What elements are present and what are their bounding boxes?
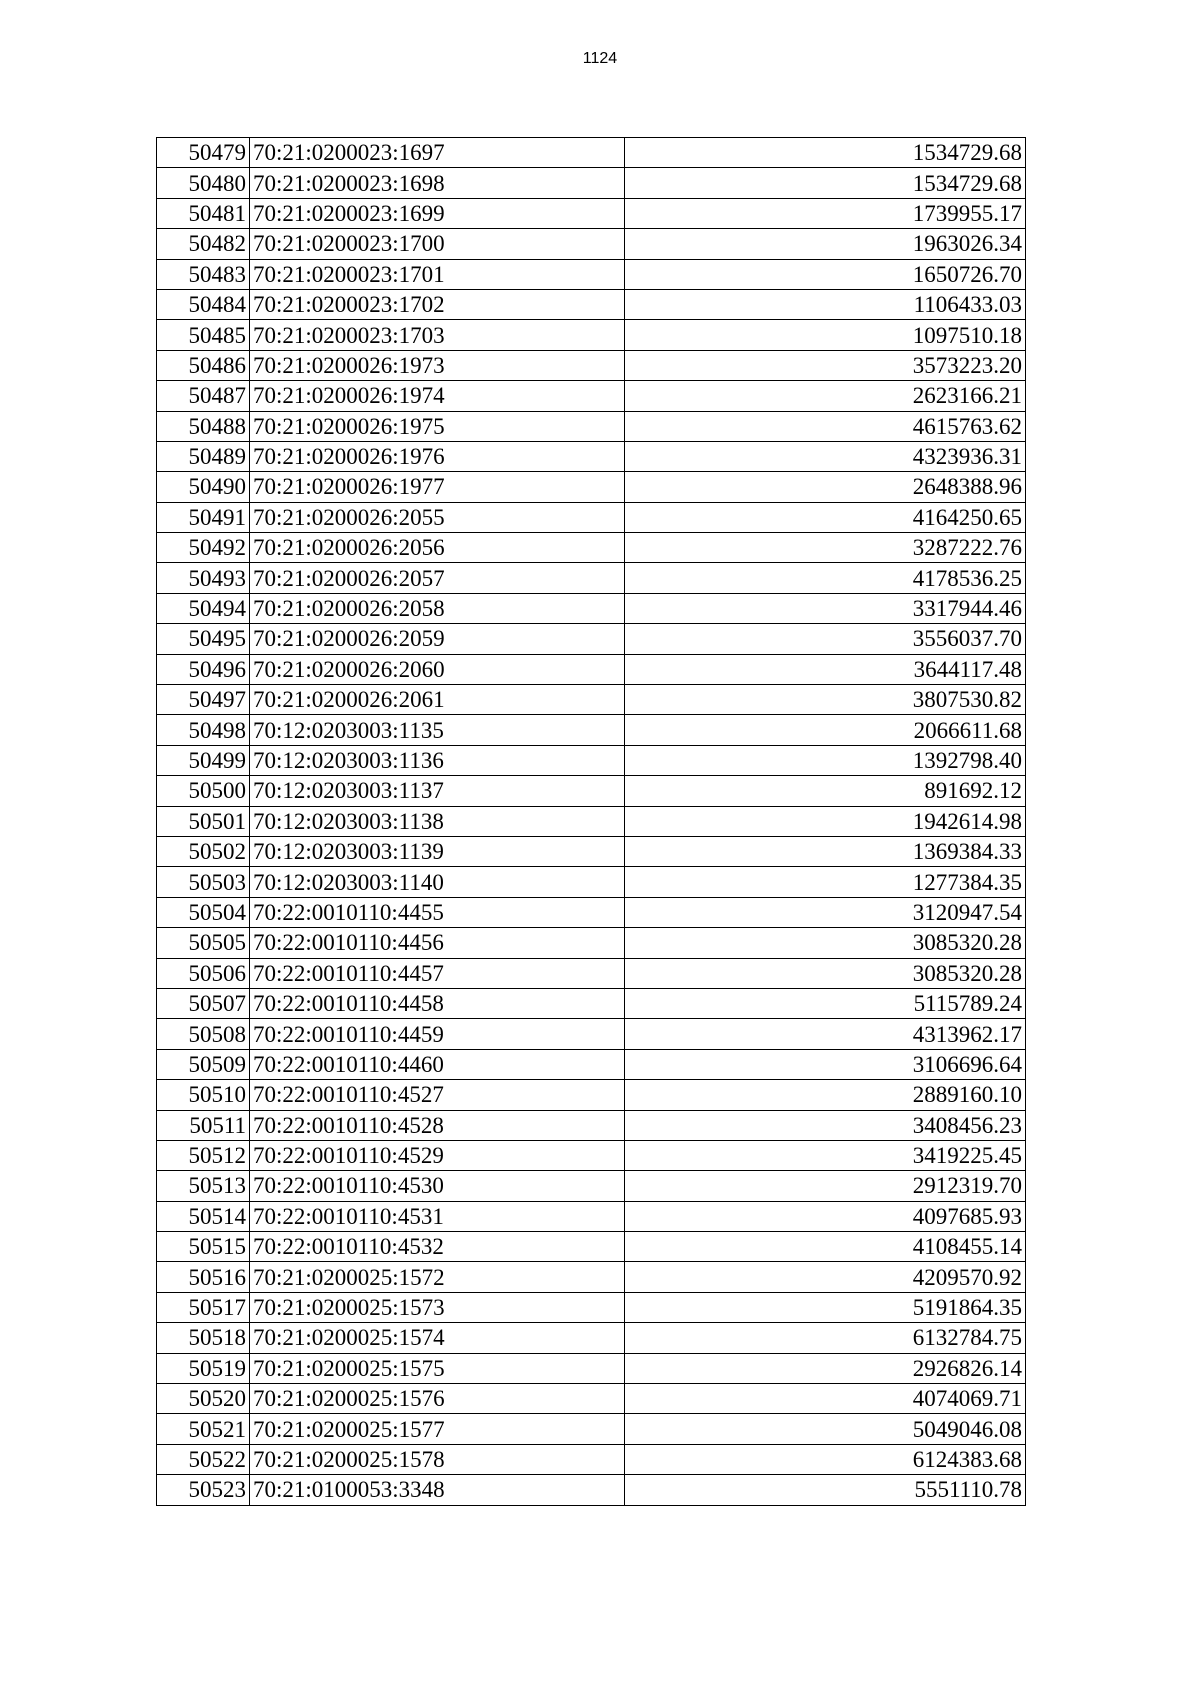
table-row bbox=[157, 715, 1026, 745]
table-row bbox=[157, 1353, 1026, 1383]
cadastral-value: 1739955.17 bbox=[625, 198, 1026, 228]
row-number: 50519 bbox=[157, 1353, 250, 1383]
row-number: 50512 bbox=[157, 1140, 250, 1170]
cadastral-value: 3317944.46 bbox=[625, 593, 1026, 623]
table-row bbox=[157, 1323, 1026, 1353]
table-row bbox=[157, 168, 1026, 198]
table-row bbox=[157, 198, 1026, 228]
cadastral-number: 70:21:0100053:3348 bbox=[250, 1475, 625, 1505]
row-number: 50481 bbox=[157, 198, 250, 228]
cadastral-value: 3120947.54 bbox=[625, 897, 1026, 927]
cadastral-value: 1534729.68 bbox=[625, 168, 1026, 198]
cadastral-number: 70:22:0010110:4456 bbox=[250, 928, 625, 958]
cadastral-value: 1392798.40 bbox=[625, 745, 1026, 775]
cadastral-number: 70:22:0010110:4458 bbox=[250, 988, 625, 1018]
row-number: 50521 bbox=[157, 1414, 250, 1444]
table-row bbox=[157, 1110, 1026, 1140]
cadastral-number: 70:12:0203003:1137 bbox=[250, 776, 625, 806]
cadastral-value: 891692.12 bbox=[625, 776, 1026, 806]
table-row bbox=[157, 958, 1026, 988]
cadastral-number: 70:21:0200026:2059 bbox=[250, 624, 625, 654]
cadastral-number: 70:21:0200026:2060 bbox=[250, 654, 625, 684]
cadastral-number: 70:21:0200026:1975 bbox=[250, 411, 625, 441]
cadastral-value: 2926826.14 bbox=[625, 1353, 1026, 1383]
row-number: 50514 bbox=[157, 1201, 250, 1231]
cadastral-number: 70:21:0200025:1578 bbox=[250, 1444, 625, 1474]
row-number: 50505 bbox=[157, 928, 250, 958]
row-number: 50501 bbox=[157, 806, 250, 836]
table-row bbox=[157, 259, 1026, 289]
cadastral-value-table bbox=[156, 137, 1026, 1506]
cadastral-number: 70:22:0010110:4532 bbox=[250, 1232, 625, 1262]
cadastral-value: 4074069.71 bbox=[625, 1384, 1026, 1414]
row-number: 50488 bbox=[157, 411, 250, 441]
table-row bbox=[157, 441, 1026, 471]
row-number: 50502 bbox=[157, 836, 250, 866]
table-row bbox=[157, 1232, 1026, 1262]
cadastral-number: 70:21:0200025:1577 bbox=[250, 1414, 625, 1444]
cadastral-number: 70:22:0010110:4527 bbox=[250, 1080, 625, 1110]
cadastral-number: 70:22:0010110:4455 bbox=[250, 897, 625, 927]
cadastral-value: 4164250.65 bbox=[625, 502, 1026, 532]
row-number: 50510 bbox=[157, 1080, 250, 1110]
cadastral-value: 6132784.75 bbox=[625, 1323, 1026, 1353]
cadastral-number: 70:21:0200026:1973 bbox=[250, 350, 625, 380]
cadastral-value: 5115789.24 bbox=[625, 988, 1026, 1018]
table-row bbox=[157, 411, 1026, 441]
cadastral-number: 70:21:0200025:1576 bbox=[250, 1384, 625, 1414]
cadastral-value: 6124383.68 bbox=[625, 1444, 1026, 1474]
cadastral-number: 70:21:0200025:1575 bbox=[250, 1353, 625, 1383]
table-row bbox=[157, 1384, 1026, 1414]
cadastral-number: 70:21:0200023:1702 bbox=[250, 289, 625, 319]
table-row bbox=[157, 624, 1026, 654]
table-row bbox=[157, 593, 1026, 623]
table-row bbox=[157, 897, 1026, 927]
cadastral-number: 70:22:0010110:4530 bbox=[250, 1171, 625, 1201]
table-body bbox=[157, 138, 1026, 1506]
row-number: 50487 bbox=[157, 381, 250, 411]
row-number: 50518 bbox=[157, 1323, 250, 1353]
cadastral-number: 70:12:0203003:1136 bbox=[250, 745, 625, 775]
cadastral-value: 5551110.78 bbox=[625, 1475, 1026, 1505]
table-row bbox=[157, 988, 1026, 1018]
cadastral-value: 1650726.70 bbox=[625, 259, 1026, 289]
table-row bbox=[157, 138, 1026, 168]
row-number: 50484 bbox=[157, 289, 250, 319]
table-row bbox=[157, 836, 1026, 866]
table-row bbox=[157, 381, 1026, 411]
row-number: 50506 bbox=[157, 958, 250, 988]
cadastral-number: 70:21:0200026:1976 bbox=[250, 441, 625, 471]
row-number: 50508 bbox=[157, 1019, 250, 1049]
row-number: 50504 bbox=[157, 897, 250, 927]
cadastral-value: 4313962.17 bbox=[625, 1019, 1026, 1049]
cadastral-value: 4323936.31 bbox=[625, 441, 1026, 471]
row-number: 50500 bbox=[157, 776, 250, 806]
cadastral-number: 70:21:0200026:2056 bbox=[250, 533, 625, 563]
table-row bbox=[157, 472, 1026, 502]
cadastral-number: 70:21:0200026:2061 bbox=[250, 685, 625, 715]
cadastral-value: 1534729.68 bbox=[625, 138, 1026, 168]
table-row bbox=[157, 1444, 1026, 1474]
cadastral-value: 4108455.14 bbox=[625, 1232, 1026, 1262]
cadastral-number: 70:21:0200023:1700 bbox=[250, 229, 625, 259]
table-row bbox=[157, 654, 1026, 684]
cadastral-number: 70:22:0010110:4528 bbox=[250, 1110, 625, 1140]
table-row bbox=[157, 806, 1026, 836]
table-row bbox=[157, 745, 1026, 775]
cadastral-value: 1942614.98 bbox=[625, 806, 1026, 836]
cadastral-number: 70:12:0203003:1140 bbox=[250, 867, 625, 897]
page-number: 1124 bbox=[582, 50, 618, 67]
row-number: 50492 bbox=[157, 533, 250, 563]
cadastral-number: 70:21:0200025:1574 bbox=[250, 1323, 625, 1353]
cadastral-number: 70:22:0010110:4529 bbox=[250, 1140, 625, 1170]
row-number: 50482 bbox=[157, 229, 250, 259]
cadastral-value: 3644117.48 bbox=[625, 654, 1026, 684]
row-number: 50485 bbox=[157, 320, 250, 350]
row-number: 50496 bbox=[157, 654, 250, 684]
cadastral-value: 3807530.82 bbox=[625, 685, 1026, 715]
cadastral-number: 70:22:0010110:4459 bbox=[250, 1019, 625, 1049]
table-row bbox=[157, 1019, 1026, 1049]
table-row bbox=[157, 1292, 1026, 1322]
cadastral-number: 70:21:0200025:1573 bbox=[250, 1292, 625, 1322]
cadastral-value: 4615763.62 bbox=[625, 411, 1026, 441]
cadastral-number: 70:21:0200023:1701 bbox=[250, 259, 625, 289]
row-number: 50480 bbox=[157, 168, 250, 198]
cadastral-value: 1369384.33 bbox=[625, 836, 1026, 866]
row-number: 50511 bbox=[157, 1110, 250, 1140]
cadastral-value: 3106696.64 bbox=[625, 1049, 1026, 1079]
row-number: 50491 bbox=[157, 502, 250, 532]
cadastral-number: 70:21:0200023:1697 bbox=[250, 138, 625, 168]
table-row bbox=[157, 502, 1026, 532]
row-number: 50517 bbox=[157, 1292, 250, 1322]
table-row bbox=[157, 563, 1026, 593]
cadastral-number: 70:21:0200023:1703 bbox=[250, 320, 625, 350]
cadastral-value: 4209570.92 bbox=[625, 1262, 1026, 1292]
cadastral-number: 70:21:0200026:2057 bbox=[250, 563, 625, 593]
cadastral-number: 70:21:0200023:1699 bbox=[250, 198, 625, 228]
table-row bbox=[157, 1414, 1026, 1444]
table-row bbox=[157, 229, 1026, 259]
table-row bbox=[157, 289, 1026, 319]
row-number: 50490 bbox=[157, 472, 250, 502]
table-row bbox=[157, 350, 1026, 380]
row-number: 50483 bbox=[157, 259, 250, 289]
cadastral-number: 70:12:0203003:1139 bbox=[250, 836, 625, 866]
cadastral-value: 2623166.21 bbox=[625, 381, 1026, 411]
cadastral-value: 3085320.28 bbox=[625, 958, 1026, 988]
cadastral-number: 70:12:0203003:1135 bbox=[250, 715, 625, 745]
cadastral-value: 3419225.45 bbox=[625, 1140, 1026, 1170]
row-number: 50503 bbox=[157, 867, 250, 897]
row-number: 50499 bbox=[157, 745, 250, 775]
cadastral-value: 1097510.18 bbox=[625, 320, 1026, 350]
table-row bbox=[157, 1262, 1026, 1292]
cadastral-number: 70:22:0010110:4531 bbox=[250, 1201, 625, 1231]
table-row bbox=[157, 320, 1026, 350]
row-number: 50497 bbox=[157, 685, 250, 715]
table-row bbox=[157, 1201, 1026, 1231]
row-number: 50489 bbox=[157, 441, 250, 471]
cadastral-value: 4097685.93 bbox=[625, 1201, 1026, 1231]
table-row bbox=[157, 685, 1026, 715]
cadastral-value: 2912319.70 bbox=[625, 1171, 1026, 1201]
row-number: 50509 bbox=[157, 1049, 250, 1079]
cadastral-number: 70:21:0200026:1977 bbox=[250, 472, 625, 502]
row-number: 50498 bbox=[157, 715, 250, 745]
cadastral-number: 70:21:0200023:1698 bbox=[250, 168, 625, 198]
cadastral-value: 2889160.10 bbox=[625, 1080, 1026, 1110]
row-number: 50520 bbox=[157, 1384, 250, 1414]
cadastral-number: 70:22:0010110:4457 bbox=[250, 958, 625, 988]
row-number: 50507 bbox=[157, 988, 250, 1018]
cadastral-value: 1963026.34 bbox=[625, 229, 1026, 259]
cadastral-value: 2066611.68 bbox=[625, 715, 1026, 745]
table-row bbox=[157, 776, 1026, 806]
row-number: 50523 bbox=[157, 1475, 250, 1505]
table-row bbox=[157, 1080, 1026, 1110]
cadastral-value: 3085320.28 bbox=[625, 928, 1026, 958]
cadastral-value: 3573223.20 bbox=[625, 350, 1026, 380]
cadastral-number: 70:22:0010110:4460 bbox=[250, 1049, 625, 1079]
row-number: 50515 bbox=[157, 1232, 250, 1262]
cadastral-value: 4178536.25 bbox=[625, 563, 1026, 593]
row-number: 50493 bbox=[157, 563, 250, 593]
row-number: 50513 bbox=[157, 1171, 250, 1201]
cadastral-value: 1277384.35 bbox=[625, 867, 1026, 897]
table-row bbox=[157, 1049, 1026, 1079]
cadastral-value: 5049046.08 bbox=[625, 1414, 1026, 1444]
cadastral-number: 70:21:0200026:2058 bbox=[250, 593, 625, 623]
table-row bbox=[157, 1171, 1026, 1201]
row-number: 50516 bbox=[157, 1262, 250, 1292]
cadastral-number: 70:21:0200026:2055 bbox=[250, 502, 625, 532]
cadastral-number: 70:12:0203003:1138 bbox=[250, 806, 625, 836]
row-number: 50495 bbox=[157, 624, 250, 654]
cadastral-value: 3556037.70 bbox=[625, 624, 1026, 654]
cadastral-number: 70:21:0200025:1572 bbox=[250, 1262, 625, 1292]
row-number: 50522 bbox=[157, 1444, 250, 1474]
cadastral-value: 3408456.23 bbox=[625, 1110, 1026, 1140]
table-row bbox=[157, 1140, 1026, 1170]
cadastral-value: 5191864.35 bbox=[625, 1292, 1026, 1322]
table-row bbox=[157, 533, 1026, 563]
table-row bbox=[157, 928, 1026, 958]
row-number: 50479 bbox=[157, 138, 250, 168]
cadastral-number: 70:21:0200026:1974 bbox=[250, 381, 625, 411]
row-number: 50486 bbox=[157, 350, 250, 380]
cadastral-value: 1106433.03 bbox=[625, 289, 1026, 319]
cadastral-value: 2648388.96 bbox=[625, 472, 1026, 502]
table-row bbox=[157, 867, 1026, 897]
row-number: 50494 bbox=[157, 593, 250, 623]
cadastral-value: 3287222.76 bbox=[625, 533, 1026, 563]
table-row bbox=[157, 1475, 1026, 1505]
